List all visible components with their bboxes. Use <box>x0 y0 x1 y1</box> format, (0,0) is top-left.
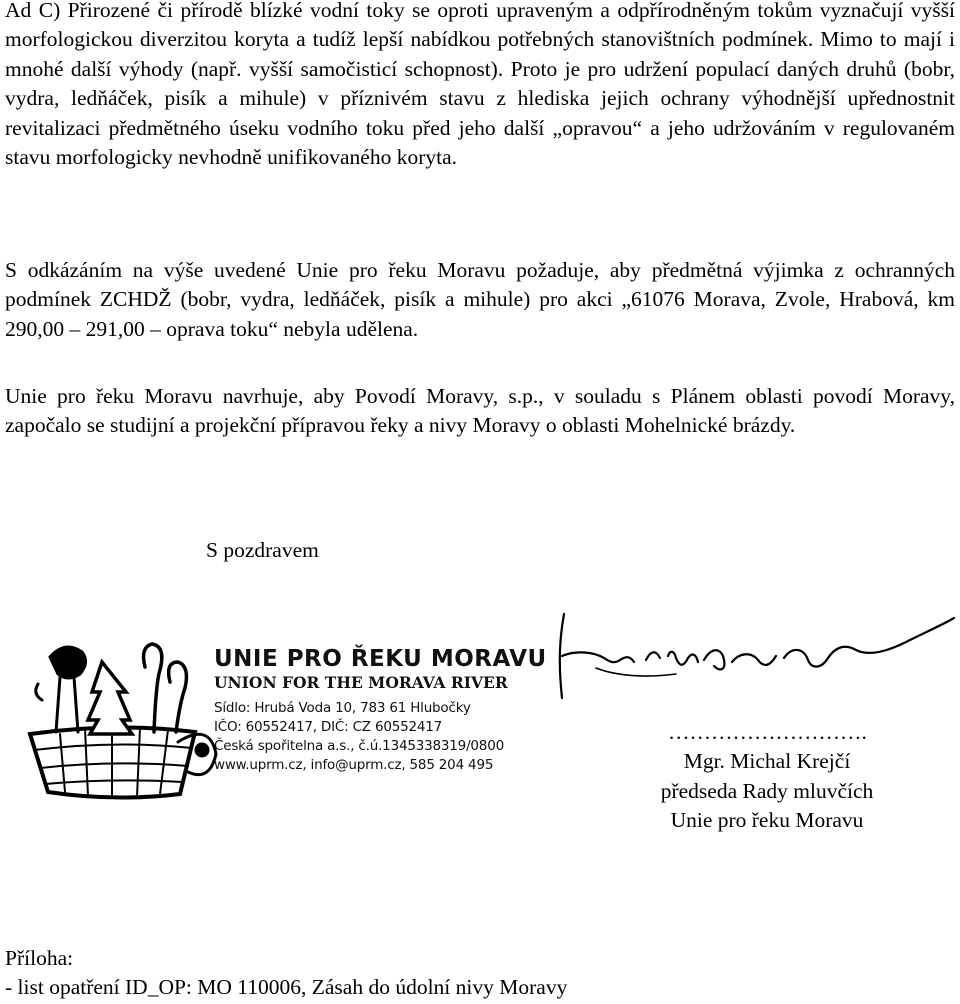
signature-block <box>632 718 902 836</box>
stamp-subtitle: UNION FOR THE MORAVA RIVER <box>214 673 508 692</box>
paragraph-request: S odkázáním na výše uvedené Unie pro řeku Moravu požaduje, aby předmětná výjimka z ochranných podmínek ZCHDŽ (bobr, vydra, ledňáček, pisík a mihule) pro akci „61076 Morava, Zvole, Hrabová, km 290,00 – 291,00 – oprava toku“ nebyla udělena. <box>5 258 955 341</box>
attachments-heading: Příloha: <box>5 946 74 970</box>
basket-icon <box>30 644 216 798</box>
stamp-bank: Česká spořitelna a.s., č.ú.1345338319/0800 <box>214 738 504 754</box>
paragraph-proposal: Unie pro řeku Moravu navrhuje, aby Povodí Moravy, s.p., v souladu s Plánem oblasti povodí Moravy, započalo se studijní a projekční přípravou řeky a nivy Moravy o oblasti Mohelnické brázdy. <box>5 384 955 438</box>
handwritten-signature <box>556 606 960 721</box>
stamp-ids: IČO: 60552417, DIČ: CZ 60552417 <box>214 719 443 735</box>
signature-dots: ………………………. <box>668 720 867 744</box>
signatory-organization: Unie pro řeku Moravu <box>670 808 864 833</box>
signatory-role: předseda Rady mluvčích <box>660 778 874 803</box>
signatory-name: Mgr. Michal Krejčí <box>683 749 851 774</box>
stamp-contact: www.uprm.cz, info@uprm.cz, 585 204 495 <box>214 757 494 773</box>
stamp-address: Sídlo: Hrubá Voda 10, 783 61 Hlubočky <box>214 700 471 716</box>
attachments <box>5 944 567 1002</box>
greeting: S pozdravem <box>206 538 319 562</box>
stamp-title: UNIE PRO ŘEKU MORAVU <box>214 646 547 672</box>
attachment-item: - list opatření ID_OP: MO 110006, Zásah do údolní nivy Moravy <box>5 975 568 999</box>
paragraph-ad-c: Ad C) Přirozené či přírodě blízké vodní toky se oproti upraveným a odpřírodněným tokům vyznačují vyšší morfologickou diverzitou koryta a tudíž lepší nabídkou potřebných stanovištních podmínek. Mimo to mají i mnohé další výhody (např. vyšší samočisticí schopnost). Proto je pro udržení populací daných druhů (bobr, vydra, ledňáček, pisík a mihule) v příznivém stavu z hlediska jejich ochrany výhodnější upřednostnit revitalizaci předmětného úseku vodního toku před jeho další „opravou“ a jeho udržováním v regulovaném stavu morfologicky nevhodně unifikovaného koryta. <box>5 0 955 170</box>
organization-stamp <box>214 645 547 775</box>
